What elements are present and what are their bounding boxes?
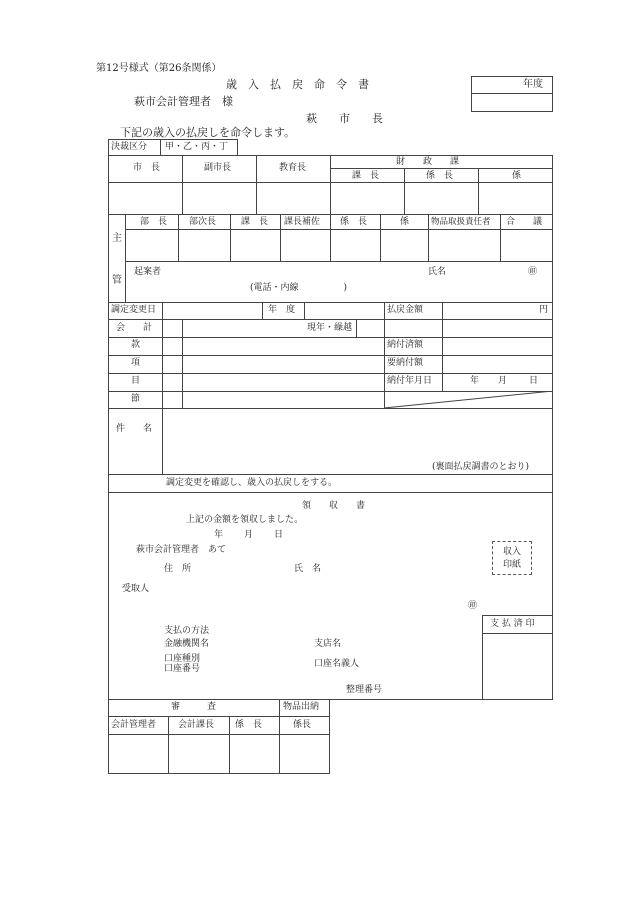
yen-unit: 円 [539,305,549,315]
issuer: 萩 市 長 [306,112,383,125]
paid-amount-label: 納付済額 [387,340,424,350]
audit-col: 係 長 [235,720,263,730]
approval-col: 係 [400,217,410,227]
audit-col: 会計管理者 [111,720,157,730]
current-carryover-label: 現年・繰越 [307,323,353,333]
review-label: 審 査 [171,702,217,712]
side-label-main: 主 [112,233,122,244]
seal-mark: ㊞ [528,267,538,277]
revenue-stamp-text: 収入 [503,547,522,557]
audit-col: 会計課長 [178,720,215,730]
addressee: 萩市会計管理者 様 [134,95,233,108]
confirm-text: 調定変更を確認し、歳入の払戻しをする。 [166,478,338,488]
finance-col: 係 [512,171,522,181]
decision-label: 決裁区分 [111,142,148,152]
drafter-name-label: 氏名 [428,267,447,277]
receipt-received-text: 上記の金額を領収しました。 [186,515,304,525]
goods-label: 物品出納 [283,702,320,712]
approval-col: 課長補佐 [284,217,321,227]
budget-year-label: 年 度 [268,305,296,315]
approval-col: 物品取扱責任者 [431,217,491,227]
date-part: 月 [244,530,254,540]
adjust-date-label: 調定変更日 [111,305,157,315]
decision-value: 甲・乙・丙・丁 [165,142,229,152]
approval-col: 部 長 [140,217,168,227]
paid-date-label: 納付年月日 [387,376,433,386]
subject-label: 件 名 [116,424,153,434]
side-label-main: 管 [112,275,122,286]
approval-deputy-mayor: 副市長 [204,163,232,173]
bank-name-label: 金融機関名 [164,639,210,649]
date-part: 日 [529,376,539,386]
date-part: 日 [274,530,284,540]
receiver-label: 受取人 [122,584,150,594]
budget-item-label: 節 [131,394,141,404]
budget-item-label: 款 [131,340,141,350]
form-number: 第12号様式（第26条関係） [96,63,222,74]
approval-mayor: 市 長 [133,163,161,173]
finance-col: 係 長 [426,171,454,181]
approval-col: 合 議 [506,217,543,227]
cancel-diagonal-line [384,391,553,408]
payment-method-label: 支払の方法 [164,626,210,636]
seal-mark: ㊞ [468,601,478,611]
due-amount-label: 要納付額 [387,358,424,368]
refund-amount-label: 払戻金額 [387,305,424,315]
audit-col: 係長 [293,720,312,730]
receipt-to: 萩市会計管理者 あて [136,545,227,555]
finance-division: 財 政 課 [396,157,460,167]
date-part: 年 [214,530,224,540]
account-number-label: 口座番号 [164,664,201,674]
instruction-text: 下記の歳入の払戻しを命令します。 [120,126,296,139]
reference-number-label: 整理番号 [346,685,383,695]
phone-extension: (電話・内線 ) [250,283,348,293]
date-part: 月 [498,376,508,386]
approval-col: 部次長 [189,217,217,227]
approval-col: 係 長 [340,217,368,227]
approval-col: 課 長 [241,217,269,227]
page-title: 歳 入 払 戻 命 令 書 [226,78,369,91]
branch-name-label: 支店名 [314,639,342,649]
account-holder-label: 口座名義人 [314,659,360,669]
receiver-name-label: 氏 名 [294,564,322,574]
budget-item-label: 目 [131,376,141,386]
revenue-stamp-text: 印紙 [503,560,522,570]
paid-stamp-label: 支 払 済 印 [490,619,535,629]
receipt-title: 領 収 書 [302,501,366,511]
address-label: 住 所 [164,564,192,574]
account-type-label: 口座種別 [164,654,201,664]
account-label: 会 計 [116,323,153,333]
fiscal-year-label: 年度 [523,79,543,90]
budget-item-label: 項 [131,358,141,368]
drafter-label: 起案者 [134,267,162,277]
subject-note: (裏面払戻調書のとおり) [432,462,530,472]
finance-col: 課 長 [352,171,380,181]
date-part: 年 [470,376,480,386]
approval-superintendent: 教育長 [279,163,307,173]
